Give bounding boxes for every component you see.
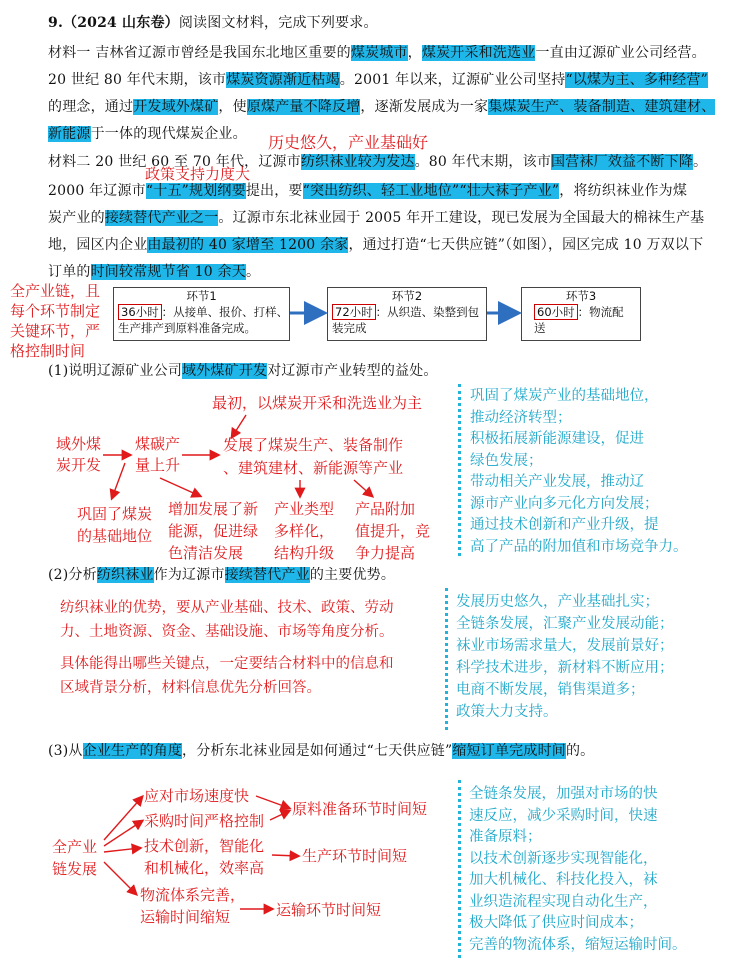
- answer-line: 准备原料；: [469, 829, 542, 845]
- text: 2000 年辽源市: [48, 183, 146, 199]
- highlight: 原煤产量不降反增: [246, 99, 361, 115]
- answer-line: 全链条发展，汇聚产业发展动能；: [456, 616, 674, 632]
- branch-line: 物流体系完善，: [140, 886, 246, 904]
- tip-line: 纺织袜业的优势，要从产业基础、技术、政策、劳动: [60, 600, 394, 616]
- q3-branch-1: 应对市场速度快: [144, 787, 250, 805]
- branch-line: 和机械化，效率高: [144, 859, 265, 877]
- branch-line: 增加发展了新: [168, 500, 259, 518]
- q3-arrow: [270, 811, 289, 820]
- text: ，将纺织袜业作为煤: [559, 183, 688, 199]
- q3-arrow: [104, 848, 140, 852]
- q3-result-1: 原料准备环节时间短: [292, 800, 428, 818]
- text: 。辽源市东北袜业园于 2005 年开工建设，现已发展为全国最大的棉袜生产基: [218, 210, 705, 226]
- text: 订单的: [48, 264, 91, 280]
- text: 的。: [565, 743, 595, 759]
- tip-line: 区域背景分析，材料信息优先分析回答。: [60, 680, 321, 696]
- branch-line: 色清洁发展: [168, 544, 244, 562]
- text: 。2001 年以来，辽源矿业公司坚持: [339, 72, 566, 88]
- highlight: 纺织袜业较为发达: [300, 154, 415, 170]
- highlight: 域外煤矿开发: [182, 363, 268, 379]
- q1-arrow: [232, 415, 246, 437]
- text: ，: [407, 45, 422, 61]
- answer-line: 源市产业向多元化方向发展；: [470, 495, 659, 512]
- highlight: “突出纺织、轻工业地位”“壮大袜子产业”: [302, 183, 560, 199]
- text: ，逐渐发展成为一家: [360, 99, 489, 115]
- q3-result-3: 运输环节时间短: [276, 901, 382, 919]
- answer-line: 政策大力支持。: [456, 704, 558, 720]
- answer-line: 带动相关产业发展，推动辽: [470, 474, 644, 490]
- answer-line: 极大降低了供应时间成本；: [469, 915, 643, 931]
- answer-line: 科学技术进步，新材料不断应用；: [456, 660, 674, 676]
- branch-line: 产业类型: [274, 500, 335, 518]
- answer-line: 速反应，减少采购时间，快速: [469, 807, 658, 824]
- flow-step-title: 环节2: [391, 289, 423, 303]
- highlight: 新能源: [48, 126, 91, 142]
- answer-line: 加大机械化、科技化投入，袜: [469, 872, 658, 888]
- text: 提出，要: [245, 183, 303, 199]
- text: 材料一 吉林省辽源市曾经是我国东北地区重要的: [48, 45, 351, 61]
- highlight: 时间较常规节省 10 余天: [90, 264, 246, 280]
- text: ，使: [218, 99, 247, 115]
- text: 的理念，通过: [48, 99, 134, 115]
- highlight: 集煤炭生产、装备制造、建筑建材、: [488, 99, 716, 115]
- answer-line: 业织造流程实现自动化生产，: [469, 893, 658, 910]
- highlight: 煤炭城市: [350, 45, 408, 61]
- question-number: 9.: [48, 15, 64, 31]
- text: 于一体的现代煤炭企业。: [90, 126, 247, 142]
- q1-arrow: [354, 480, 372, 496]
- tip-line: 具体能得出哪些关键点，一定要结合材料中的信息和: [60, 656, 394, 672]
- flow-step-text: ：从织造、染整到包: [375, 305, 480, 319]
- highlight: 由最初的 40 家增至 1200 余家: [147, 237, 349, 253]
- text: 一直由辽源矿业公司经营。: [535, 45, 706, 61]
- question-source: （2024 山东卷）: [63, 15, 179, 31]
- node-line: 发展了煤炭生产、装备制作: [223, 436, 404, 454]
- branch-line: 的基础地位: [77, 527, 153, 545]
- branch-line: 巩固了煤炭: [77, 505, 153, 523]
- text: 炭产业的: [48, 210, 105, 226]
- answer-line: 完善的物流体系，缩短运输时间。: [469, 936, 687, 953]
- highlight: 国营袜厂效益不断下降: [551, 154, 694, 170]
- node-line: 煤碳产: [135, 435, 181, 453]
- highlight: 接续替代产业: [224, 567, 310, 583]
- flow-step-time: 60小时: [534, 304, 578, 320]
- branch-line: 技术创新，智能化: [144, 837, 265, 855]
- flow-step-title: 环节1: [186, 289, 217, 303]
- branch-line: 运输时间缩短: [140, 908, 231, 926]
- note-line: 全产业链，且: [10, 282, 101, 300]
- q1-arrow: [160, 478, 200, 496]
- branch-line: 产品附加: [355, 500, 416, 518]
- highlight: 开发域外煤矿: [133, 99, 219, 115]
- answer-line: 电商不断发展，销售渠道多；: [456, 682, 645, 698]
- branch-line: 争力提高: [355, 544, 416, 562]
- flow-step-time: 72小时: [332, 304, 376, 320]
- branch-line: 多样化，: [274, 522, 335, 540]
- text: 地，园区内企业: [48, 237, 148, 253]
- text: 。80 年代末期，该市: [414, 154, 552, 170]
- highlight: 煤炭资源渐近枯竭: [226, 72, 340, 88]
- flow-step-time: 36小时: [118, 304, 162, 320]
- flow-step-text: 生产排产到原料准备完成。: [118, 321, 256, 335]
- q3-arrow: [256, 796, 289, 808]
- note-line: 格控制时间: [10, 342, 86, 360]
- note-history: 历史悠久，产业基础好: [268, 133, 429, 152]
- q3-result-2: 生产环节时间短: [302, 847, 408, 865]
- root-line: 链发展: [52, 860, 98, 878]
- highlight: 纺织袜业: [96, 567, 154, 583]
- text: 。: [693, 154, 708, 170]
- q1-arrow: [112, 463, 125, 498]
- text: 作为辽源市: [153, 567, 225, 583]
- tip-line: 力、土地资源、资金、基础设施、市场等角度分析。: [60, 624, 394, 640]
- node-line: 域外煤: [56, 435, 102, 453]
- text: 材料二 20 世纪 60 至 70 年代，辽源市: [48, 154, 301, 170]
- text: (1)说明辽源矿业公司: [48, 363, 183, 379]
- highlight: 煤炭开采和洗选业: [421, 45, 536, 61]
- note-line: 关键环节，严: [10, 322, 101, 340]
- highlight: 企业生产的角度: [82, 743, 183, 759]
- q1-top-note: 最初，以煤炭开采和洗选业为主: [212, 394, 423, 412]
- text: 。: [245, 264, 261, 280]
- node-line: 炭开发: [56, 456, 102, 474]
- flow-step-text: 装完成: [332, 321, 367, 335]
- text: (3)从: [48, 743, 83, 759]
- answer-line: 积极拓展新能源建设，促进: [470, 431, 644, 447]
- answer-line: 发展历史悠久，产业基础扎实；: [456, 594, 659, 610]
- answer-line: 绿色发展；: [470, 452, 543, 469]
- branch-line: 能源，促进绿: [168, 522, 259, 540]
- text: (2)分析: [48, 567, 97, 583]
- root-line: 全产业: [52, 838, 98, 856]
- answer-line: 以技术创新逐步实现智能化，: [469, 850, 658, 867]
- q3-branch-2: 采购时间严格控制: [144, 812, 265, 830]
- node-line: 量上升: [135, 456, 181, 474]
- answer-line: 全链条发展，加强对市场的快: [469, 786, 658, 802]
- flow-step-title: 环节3: [565, 289, 597, 303]
- text: 对辽源市产业转型的益处。: [267, 363, 438, 379]
- note-policy: 政策支持力度大: [145, 165, 251, 183]
- text: 20 世纪 80 年代末期，该市: [48, 72, 227, 88]
- answer-line: 巩固了煤炭产业的基础地位，: [470, 388, 659, 404]
- flow-step-text: ：物流配: [577, 305, 624, 319]
- flow-step-text: ：从接单、报价、打样、: [161, 305, 289, 319]
- branch-line: 值提升，竞: [355, 522, 431, 540]
- q3-arrow: [272, 855, 298, 856]
- answer-line: 袜业市场需求量大，发展前景好；: [456, 638, 674, 654]
- question-instruction: 阅读图文材料，完成下列要求。: [178, 15, 378, 31]
- answer-line: 高了产品的附加值和市场竞争力。: [470, 538, 688, 555]
- q3-arrow: [104, 862, 136, 894]
- node-line: 、建筑建材、新能源等产业: [223, 459, 404, 477]
- text: ，通过打造“七天供应链”（如图），园区完成 10 万双以下: [348, 237, 704, 253]
- answer-line: 推动经济转型；: [470, 409, 572, 426]
- branch-line: 结构升级: [274, 544, 335, 562]
- flow-step-text: 送: [534, 321, 546, 335]
- highlight: 接续替代产业之一: [104, 210, 219, 226]
- answer-line: 通过技术创新和产业升级，提: [470, 517, 659, 533]
- text: ，分析东北袜业园是如何通过“七天供应链”: [182, 743, 453, 759]
- highlight: 缩短订单完成时间: [452, 743, 566, 759]
- note-line: 每个环节制定: [10, 302, 101, 320]
- highlight: “十五”规划纲要: [145, 183, 246, 199]
- text: 的主要优势。: [309, 567, 396, 583]
- highlight: “以煤为主、多种经营”: [565, 72, 708, 88]
